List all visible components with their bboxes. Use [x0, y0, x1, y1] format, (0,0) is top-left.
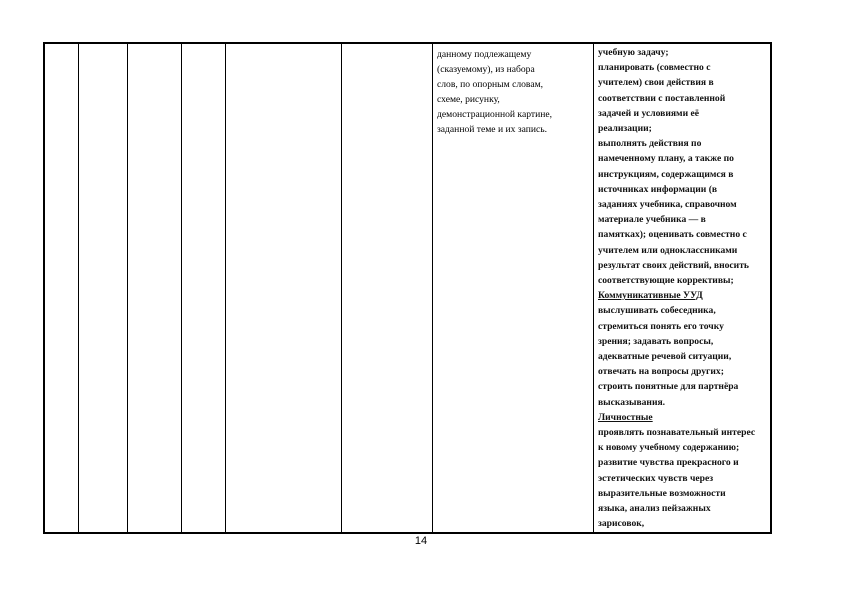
outcome-line: соответствующие коррективы;: [598, 275, 734, 287]
outcome-line: намеченному плану, а также по: [598, 153, 734, 165]
outcome-line: результат своих действий, вносить: [598, 259, 749, 271]
outcome-line: стремиться понять его точку: [598, 320, 724, 332]
communicative-outcomes: [598, 303, 768, 409]
outcome-line: высказывания.: [598, 396, 666, 408]
table-cell-empty: [79, 43, 128, 533]
outcome-line: планировать (совместно с: [598, 62, 711, 74]
activity-description-text: данному подлежащему (сказуемому), из набора слов, по опорным словам, схеме, рисунку, демонстрационной картине, заданной теме и их запись.: [437, 49, 552, 135]
learning-outcomes-cell: [594, 43, 772, 533]
outcome-line: памятках); оценивать совместно с: [598, 229, 747, 241]
page-number: 14: [414, 535, 428, 547]
communicative-heading: Коммуникативные УУД: [598, 290, 703, 302]
outcome-line: проявлять познавательный интерес: [598, 427, 756, 439]
outcome-line: выразительные возможности: [598, 487, 726, 499]
outcome-line: материале учебника — в: [598, 214, 706, 226]
outcome-line: задачей и условиями её: [598, 107, 700, 119]
outcome-line: адекватные речевой ситуации,: [598, 351, 732, 363]
table-row: [44, 43, 771, 533]
table-cell-empty: [182, 43, 226, 533]
regulatory-outcomes: [598, 45, 768, 288]
outcome-line: зрения; задавать вопросы,: [598, 335, 714, 347]
outcome-line: выслушивать собеседника,: [598, 305, 716, 317]
outcome-line: соответствии с поставленной: [598, 92, 726, 104]
outcome-line: инструкциям, содержащимся в: [598, 168, 734, 180]
outcome-line: реализации;: [598, 123, 652, 135]
outcome-line: учебную задачу;: [598, 47, 669, 58]
outcome-line: строить понятные для партнёра: [598, 381, 739, 393]
outcome-line: к новому учебному содержанию;: [598, 442, 740, 454]
outcome-line: учителем или одноклассниками: [598, 244, 738, 256]
outcome-line: развитие чувства прекрасного и: [598, 457, 739, 469]
personal-outcomes: [598, 425, 768, 531]
outcome-line: выполнять действия по: [598, 138, 702, 150]
activity-description-cell: [433, 43, 594, 533]
personal-heading: Личностные: [598, 411, 653, 423]
table-cell-empty: [44, 43, 79, 533]
outcome-line: отвечать на вопросы других;: [598, 366, 724, 378]
outcome-line: заданиях учебника, справочном: [598, 199, 737, 211]
learning-outcomes: [594, 44, 770, 532]
outcome-line: учителем) свои действия в: [598, 77, 714, 89]
outcome-line: зарисовок,: [598, 518, 645, 530]
curriculum-table: [43, 42, 772, 534]
table-cell-empty: [342, 43, 433, 533]
table-cell-empty: [128, 43, 182, 533]
outcome-line: эстетических чувств через: [598, 472, 714, 484]
outcome-line: языка, анализ пейзажных: [598, 503, 711, 515]
outcome-line: источниках информации (в: [598, 183, 718, 195]
table-cell-empty: [226, 43, 342, 533]
